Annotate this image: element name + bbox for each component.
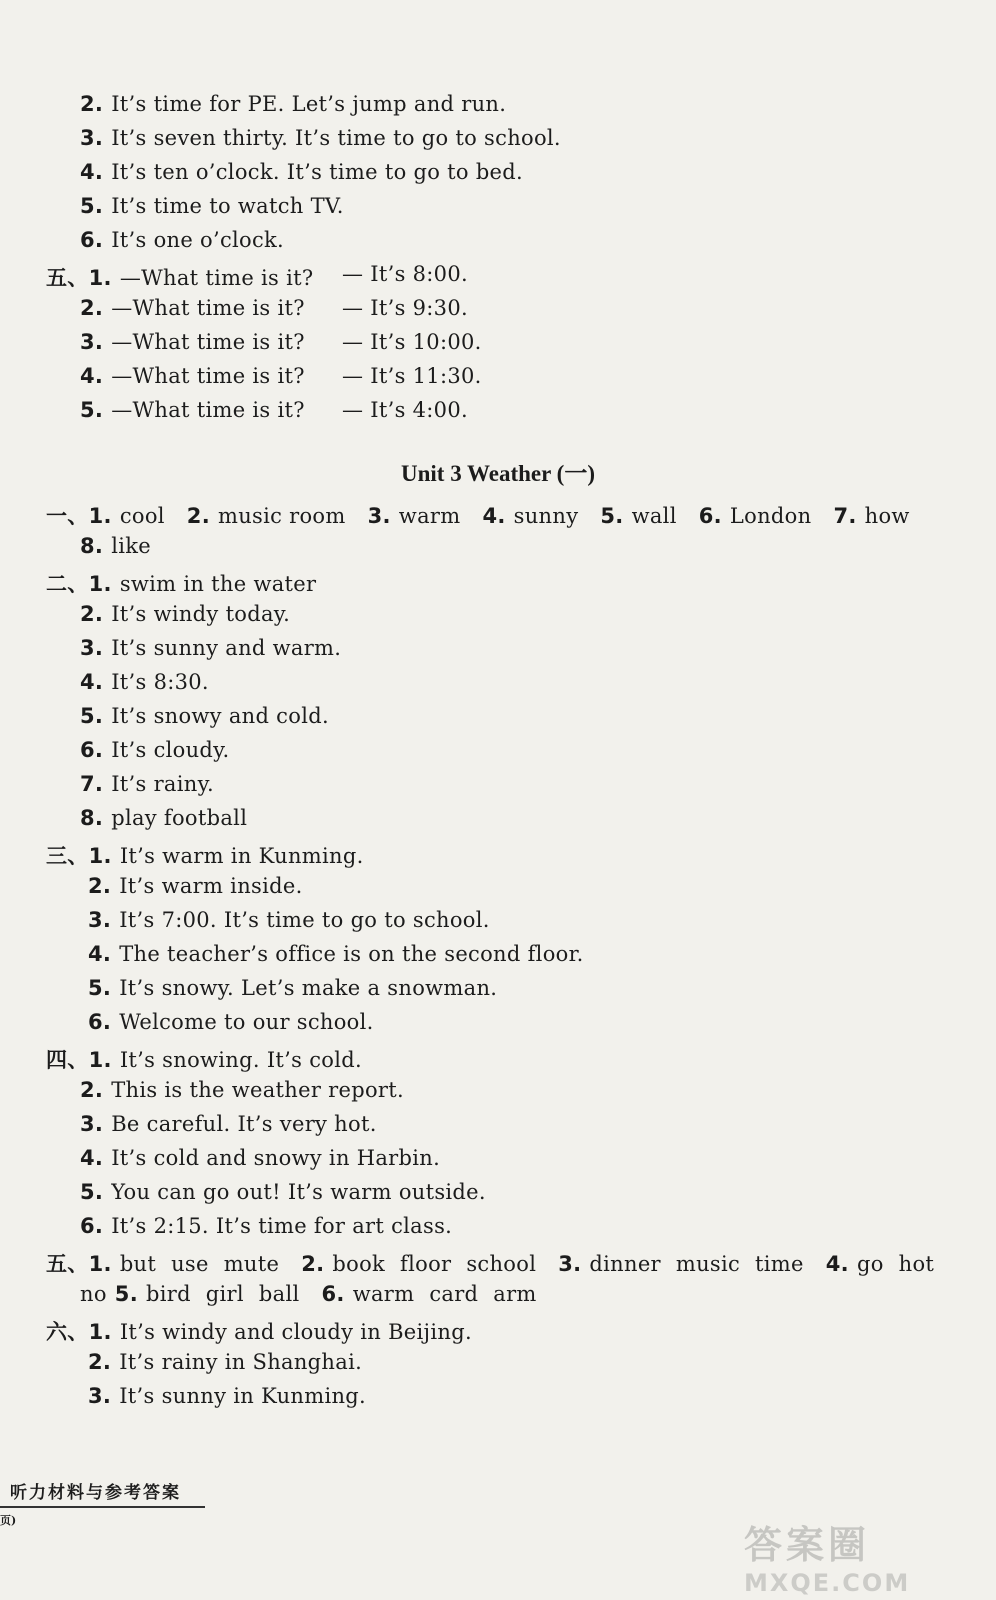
section-6-line: 六、1. It’s windy and cloudy in Beijing. [46, 1320, 472, 1344]
answer-line: 3. It’s seven thirty. It’s time to go to school. [80, 126, 561, 150]
answer-line: 2. It’s time for PE. Let’s jump and run. [80, 92, 507, 116]
section-4-line: 2. This is the weather report. [80, 1078, 404, 1102]
page-mark: 页) [0, 1514, 17, 1527]
section-2-line: 3. It’s sunny and warm. [80, 636, 342, 660]
answer-line: 4. It’s ten o’clock. It’s time to go to bed. [80, 160, 524, 184]
section-3-line: 6. Welcome to our school. [88, 1010, 374, 1034]
footer-divider [0, 1506, 205, 1508]
section-1-line: 一、1. cool 2. music room 3. warm 4. sunny 5. wall 6. London 7. how [46, 504, 910, 528]
section-2-line: 6. It’s cloudy. [80, 738, 230, 762]
section-2-line: 5. It’s snowy and cold. [80, 704, 329, 728]
footer-title: 听力材料与参考答案 [10, 1483, 181, 1503]
qa-line: 4. —What time is it? [80, 364, 305, 388]
section-3-line: 三、1. It’s warm in Kunming. [46, 844, 364, 868]
section-3-line: 2. It’s warm inside. [88, 874, 303, 898]
qa-line: 五、1. —What time is it? [46, 266, 314, 290]
section-2-line: 2. It’s windy today. [80, 602, 291, 626]
section-2-line: 8. play football [80, 806, 248, 830]
section-3-line: 3. It’s 7:00. It’s time to go to school. [88, 908, 490, 932]
section-3-line: 4. The teacher’s office is on the second floor. [88, 942, 584, 966]
section-2-line: 7. It’s rainy. [80, 772, 214, 796]
qa-answer: — It’s 10:00. [342, 330, 482, 354]
watermark-top: 答案圈 [744, 1523, 871, 1567]
qa-line: 5. —What time is it? [80, 398, 305, 422]
section-5-line: no 5. bird girl ball 6. warm card arm [80, 1282, 537, 1306]
section-4-line: 5. You can go out! It’s warm outside. [80, 1180, 486, 1204]
section-1-line: 8. like [80, 534, 151, 558]
section-5-line: 五、1. but use mute 2. book floor school 3. dinner music time 4. go hot [46, 1252, 935, 1276]
section-6-line: 2. It’s rainy in Shanghai. [88, 1350, 363, 1374]
answer-line: 6. It’s one o’clock. [80, 228, 285, 252]
watermark-bottom: MXQE.COM [744, 1569, 911, 1597]
section-4-line: 四、1. It’s snowing. It’s cold. [46, 1048, 362, 1072]
section-4-line: 6. It’s 2:15. It’s time for art class. [80, 1214, 453, 1238]
qa-answer: — It’s 11:30. [342, 364, 482, 388]
qa-answer: — It’s 9:30. [342, 296, 468, 320]
section-4-line: 4. It’s cold and snowy in Harbin. [80, 1146, 441, 1170]
qa-answer: — It’s 4:00. [342, 398, 468, 422]
qa-answer: — It’s 8:00. [342, 262, 468, 286]
section-3-line: 5. It’s snowy. Let’s make a snowman. [88, 976, 498, 1000]
answer-line: 5. It’s time to watch TV. [80, 194, 344, 218]
qa-line: 3. —What time is it? [80, 330, 305, 354]
unit-title: Unit 3 Weather (一) [401, 461, 595, 486]
qa-line: 2. —What time is it? [80, 296, 305, 320]
section-6-line: 3. It’s sunny in Kunming. [88, 1384, 367, 1408]
section-4-line: 3. Be careful. It’s very hot. [80, 1112, 377, 1136]
section-2-line: 二、1. swim in the water [46, 572, 317, 596]
watermark-logo [744, 1514, 974, 1597]
section-2-line: 4. It’s 8:30. [80, 670, 209, 694]
